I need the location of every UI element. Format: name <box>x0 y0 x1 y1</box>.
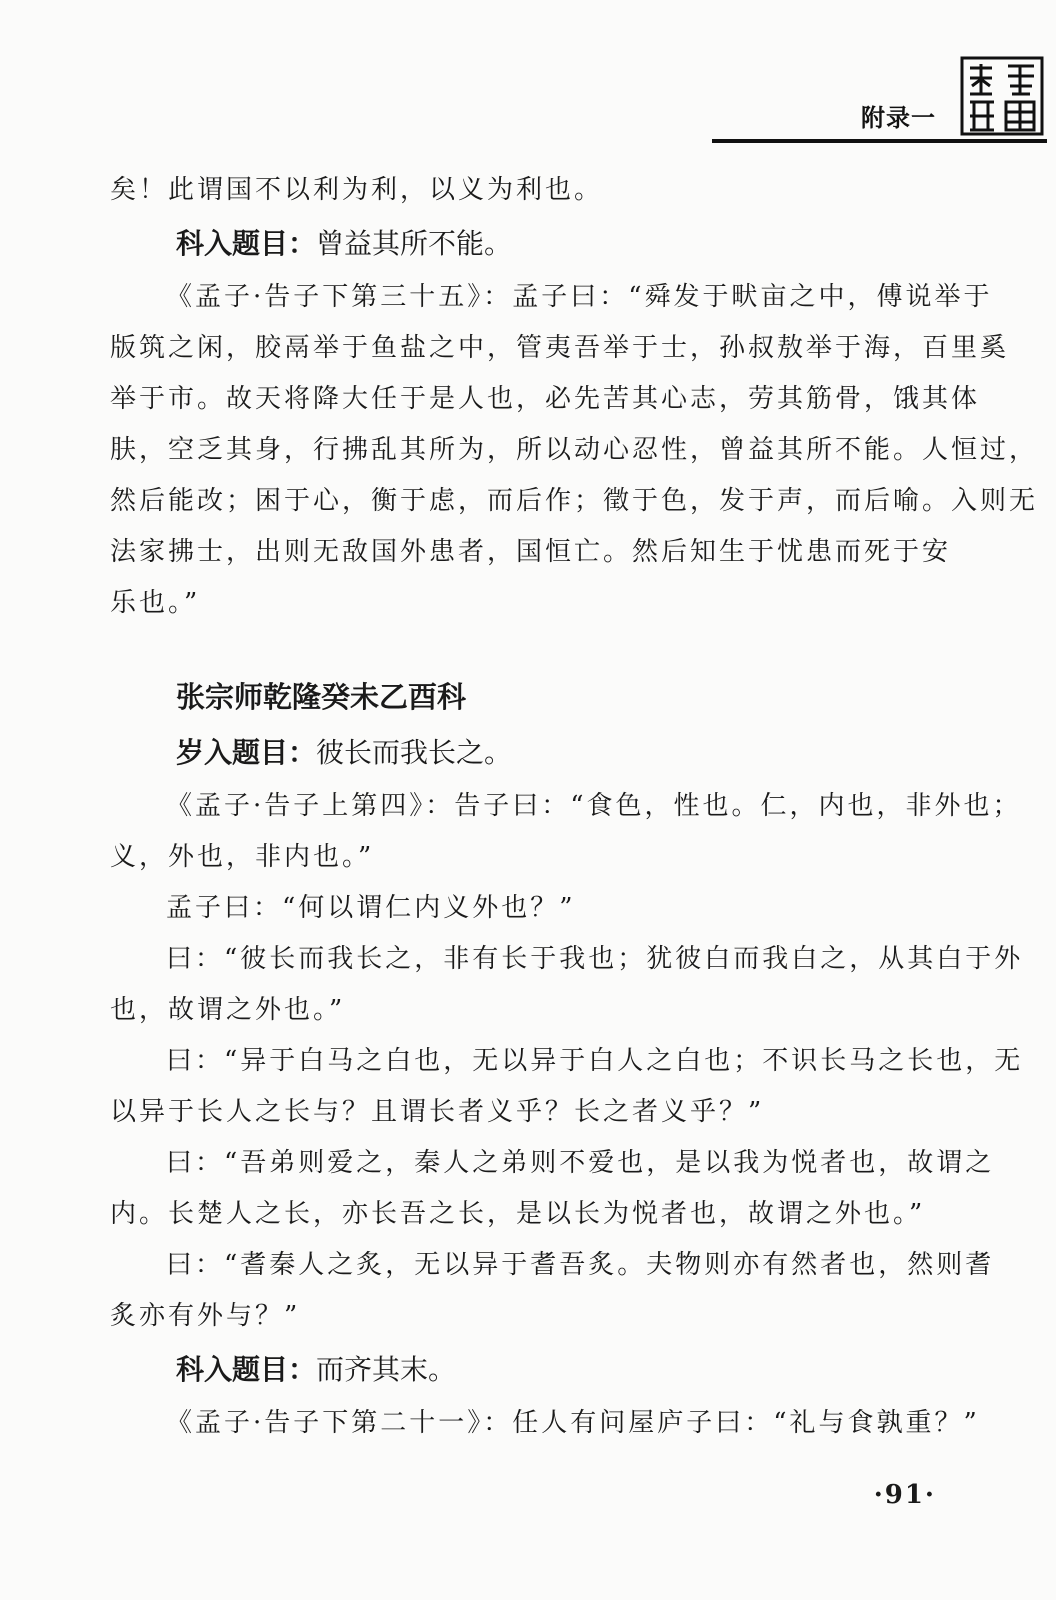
quote-line: 乐也。” <box>110 588 201 618</box>
quote-line: 也，故谓之外也。” <box>110 995 346 1025</box>
header-rule <box>712 139 1047 143</box>
quote-line: 然后能改；困于心，衡于虑，而后作；徵于色，发于声，而后喻。入则无 <box>110 486 1039 516</box>
seal-logo <box>960 56 1044 136</box>
subheading-label: 科入题目： <box>176 1353 317 1386</box>
subheading-text: 曾益其所不能。 <box>316 227 513 260</box>
quote-line: 曰：“耆秦人之炙，无以异于耆吾炙。夫物则亦有然者也，然则耆 <box>166 1250 995 1280</box>
quote-line: 曰：“彼长而我长之，非有长于我也；犹彼白而我白之，从其白于外 <box>166 944 1024 974</box>
quote-line: 法家拂士，出则无敌国外患者，国恒亡。然后知生于忧患而死于安 <box>110 537 952 567</box>
quote-line: 《孟子·告子下第三十五》：孟子曰：“舜发于畎亩之中，傅说举于 <box>166 282 993 312</box>
subheading-label: 科入题目： <box>176 227 317 260</box>
subheading <box>110 725 950 781</box>
paragraph-line: 矣！此谓国不以利为利，以义为利也。 <box>110 175 604 205</box>
quote-line: 举于市。故天将降大任于是人也，必先苦其心志，劳其筋骨，饿其体 <box>110 384 981 414</box>
quote-line: 肤，空乏其身，行拂乱其所为，所以动心忍性，曾益其所不能。人恒过， <box>110 435 1039 465</box>
quote-line: 版筑之闲，胶鬲举于鱼盐之中，管夷吾举于士，孙叔敖举于海，百里奚 <box>110 333 1010 363</box>
subheading <box>110 216 950 272</box>
page-body <box>110 165 1039 1449</box>
quote-line: 《孟子·告子上第四》：告子曰：“食色，性也。仁，内也，非外也； <box>166 791 1022 821</box>
running-header: 附录一 <box>861 104 936 132</box>
quote-line: 曰：“异于白马之白也，无以异于白人之白也；不识长马之长也，无 <box>166 1046 1024 1076</box>
quote-line: 义，外也，非内也。” <box>110 842 375 872</box>
quote-line: 孟子曰：“何以谓仁内义外也？” <box>166 893 576 923</box>
quote-line: 炙亦有外与？” <box>110 1301 301 1331</box>
subheading-text: 彼长而我长之。 <box>316 736 513 769</box>
quote-line: 内。长楚人之长，亦长吾之长，是以长为悦者也，故谓之外也。” <box>110 1199 926 1229</box>
section-title: 张宗师乾隆癸未乙酉科 <box>176 680 467 714</box>
quote-line: 《孟子·告子下第二十一》：任人有问屋庐子曰：“礼与食孰重？” <box>166 1408 980 1438</box>
quote-line: 曰：“吾弟则爱之，秦人之弟则不爱也，是以我为悦者也，故谓之 <box>166 1148 995 1178</box>
subheading <box>110 1342 950 1398</box>
quote-line: 以异于长人之长与？且谓长者义乎？长之者义乎？” <box>110 1097 765 1127</box>
page-number: ·91· <box>873 1480 936 1510</box>
subheading-text: 而齐其末。 <box>316 1353 457 1386</box>
subheading-label: 岁入题目： <box>176 736 317 769</box>
